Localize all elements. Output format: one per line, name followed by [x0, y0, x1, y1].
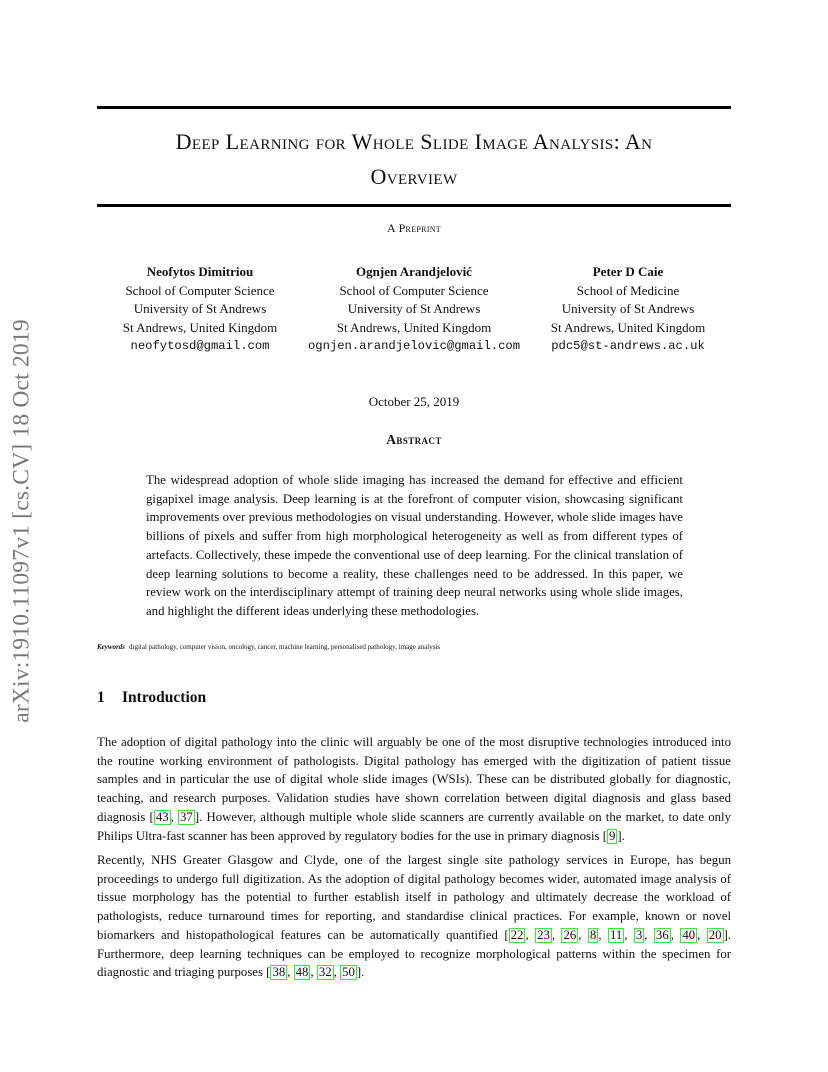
author-department: School of Medicine — [576, 282, 680, 298]
arxiv-identifier: arXiv:1910.11097v1 [cs.CV] 18 Oct 2019 — [8, 319, 35, 723]
citation-link[interactable]: 11 — [609, 927, 623, 942]
author-name: Ognjen Arandjelović — [356, 264, 472, 279]
publication-date: October 25, 2019 — [368, 394, 460, 409]
arxiv-sidebar — [2, 286, 42, 756]
author-email[interactable]: neofytosd@gmail.com — [130, 339, 270, 353]
paragraph-text: Recently, NHS Greater Glasgow and Clyde, one of the largest single site pathology services in Europe, has begun proceedings to undergo full digitization. As the adoption of digital pathology becomes wider, automated image analysis of tissue morphology has the potential to further establish itself in pathology and ultimately decrease the workload of pathologists, reduce turnaround times for reporting, and standardise clinical practices. For example, known or novel biomarkers and histopathological features can be automatically quantified [ — [97, 853, 731, 942]
section-title: Introduction — [122, 689, 207, 706]
intro-paragraph-2 — [97, 851, 731, 982]
author-institution: University of St Andrews — [561, 301, 695, 316]
author-email[interactable]: ognjen.arandjelovic@gmail.com — [307, 339, 521, 353]
intro-paragraph-1 — [97, 733, 731, 845]
paragraph-text: ]. Furthermore, deep learning techniques can be employed to recognize morphological patterns within the specimen for diagnostic and triaging purposes [ — [97, 927, 732, 980]
citation-link[interactable]: 43 — [155, 809, 169, 824]
title-rule-bottom — [97, 204, 731, 207]
citation-link[interactable]: 3 — [635, 927, 643, 942]
keywords-text: digital pathology, computer vision, oncology, cancer, machine learning, personalised pathology, image analysis — [129, 643, 441, 651]
author-2 — [304, 263, 524, 356]
citation-link[interactable]: 50 — [342, 965, 355, 980]
author-location: St Andrews, United Kingdom — [550, 319, 706, 335]
citation-link[interactable]: 23 — [537, 927, 550, 942]
citation-link[interactable]: 20 — [708, 927, 722, 942]
preprint-label: A Preprint — [386, 221, 441, 235]
paper-title — [97, 124, 731, 194]
keywords-label: Keywords — [97, 643, 125, 651]
author-institution: University of St Andrews — [347, 301, 481, 316]
keywords-line — [97, 643, 731, 651]
citation-group: 38 , 48 , 32 , 50 — [272, 965, 355, 980]
citation-link[interactable]: 26 — [563, 927, 577, 942]
citation-link[interactable]: 38 — [272, 965, 286, 980]
citation-group: 22 , 23 , 26 , 8 , 11 , 3 , 36 , 40 , 20 — [510, 927, 722, 942]
author-1 — [100, 263, 300, 356]
author-department: School of Computer Science — [125, 282, 275, 298]
author-location: St Andrews, United Kingdom — [122, 319, 278, 335]
author-name: Peter D Caie — [592, 264, 664, 279]
abstract-text: The widespread adoption of whole slide imaging has increased the demand for effective and efficient gigapixel image analysis. Deep learning is at the forefront of computer vision, showcasing significant improvements over previous methodologies on visual understanding. However, whole slide images have billions of pixels and suffer from high morphological heterogeneity as well as from different types of artefacts. Collectively, these impede the conventional use of deep learning. For the clinical translation of deep learning solutions to become a reality, these challenges need to be addressed. In this paper, we review work on the interdisciplinary attempt of training deep neural networks using whole slide images, and highlight the different ideas underlying these methodologies. — [146, 473, 683, 618]
section-heading-introduction — [97, 689, 206, 707]
author-location: St Andrews, United Kingdom — [336, 319, 492, 335]
paragraph-text: ]. However, although multiple whole slide scanners are currently available on the market, to date only Philips Ultra-fast scanner has been approved by regulatory bodies for the use in primary diagnosis [ — [97, 809, 731, 843]
title-rule-top — [97, 106, 731, 109]
citation-link[interactable]: 37 — [180, 809, 193, 824]
author-3 — [528, 263, 728, 356]
citation-link[interactable]: 48 — [295, 965, 309, 980]
paper-title-line2: Overview — [370, 164, 458, 189]
citation-link[interactable]: 8 — [589, 927, 597, 942]
author-email[interactable]: pdc5@st-andrews.ac.uk — [551, 339, 705, 353]
citation-link[interactable]: 9 — [608, 828, 616, 843]
citation-separator: , — [170, 809, 179, 824]
paragraph-text: ]. — [356, 965, 365, 980]
author-institution: University of St Andrews — [133, 301, 267, 316]
citation-link[interactable]: 22 — [510, 927, 524, 942]
author-name: Neofytos Dimitriou — [146, 264, 254, 279]
paper-title-line1: Deep Learning for Whole Slide Image Analysis: An — [175, 129, 653, 154]
author-department: School of Computer Science — [339, 282, 489, 298]
citation-link[interactable]: 36 — [655, 927, 669, 942]
section-number: 1 — [97, 689, 105, 706]
citation-link[interactable]: 40 — [682, 927, 696, 942]
paragraph-text: ]. — [617, 828, 625, 843]
paragraph-text: The adoption of digital pathology into the clinic will arguably be one of the most disruptive technologies introduced into the routine working environment of pathologists. Digital pathology has emerged with the digitization of patient tissue samples and in particular the use of digital whole slide images (WSIs). These can be distributed globally for diagnostic, teaching, and research purposes. Validation studies have shown correlation between digital diagnosis and glass based diagnosis [ — [97, 735, 731, 824]
abstract-heading: Abstract — [386, 432, 442, 447]
citation-link[interactable]: 32 — [318, 965, 332, 980]
